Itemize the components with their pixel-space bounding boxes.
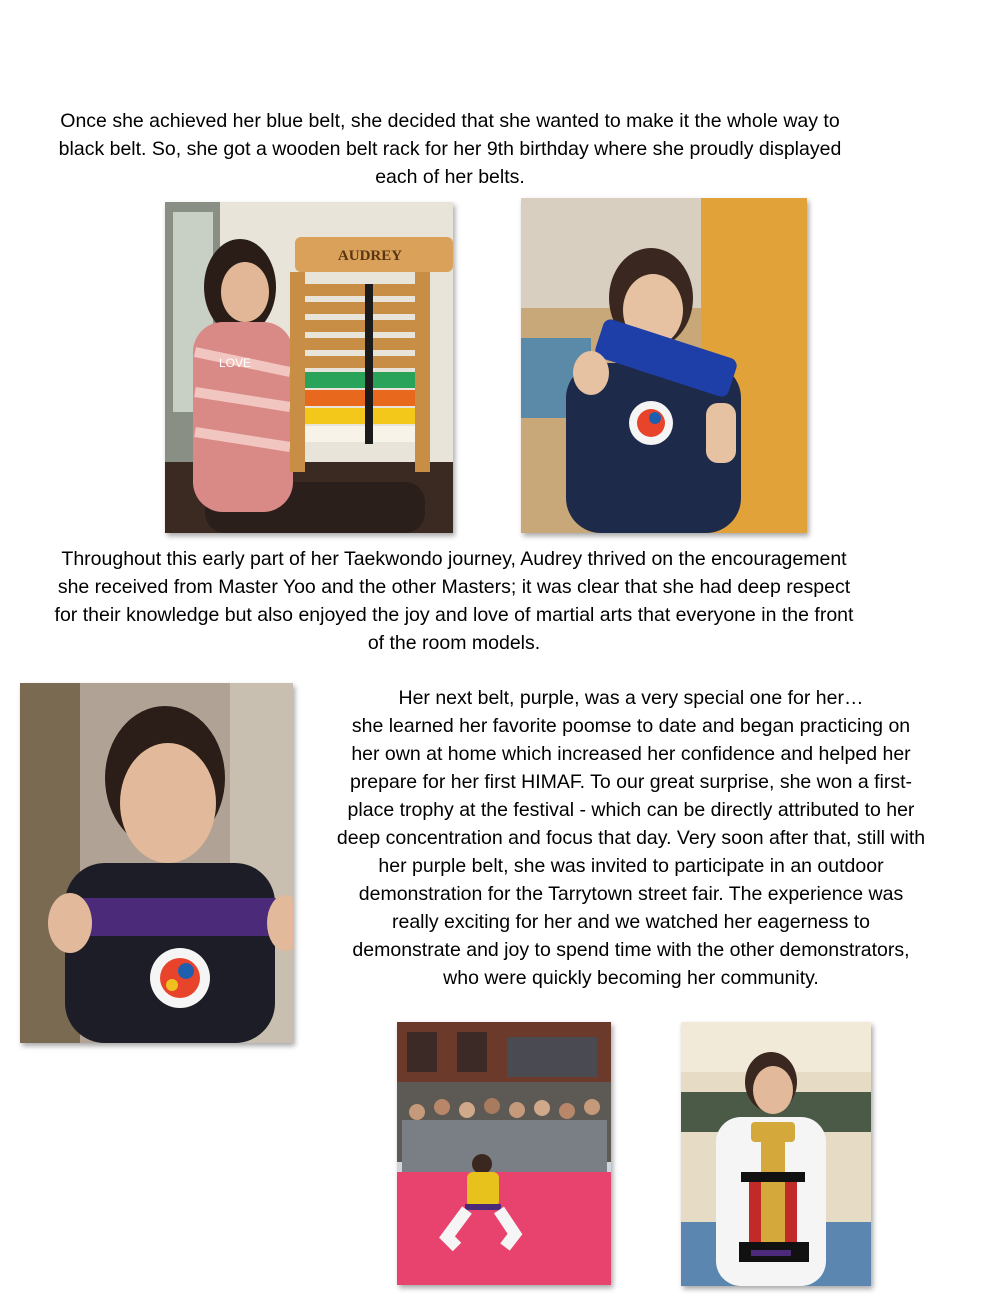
photo-street-fair [397, 1022, 611, 1285]
purple-line: really exciting for her and we watched her eagerness to [391, 911, 871, 933]
purple-paragraph [310, 684, 952, 992]
journey-line: for their knowledge but also enjoyed the joy and love of martial arts that everyone in the front [54, 604, 854, 626]
photo-purple-belt [20, 683, 293, 1043]
blue-belt-illustration [521, 198, 807, 533]
journey-paragraph [20, 545, 888, 657]
purple-line: demonstrate and joy to spend time with the other demonstrators, [352, 939, 910, 961]
trophy-illustration [681, 1022, 871, 1286]
street-fair-illustration [397, 1022, 611, 1285]
rack-name: AUDREY [337, 248, 403, 264]
purple-line: demonstration for the Tarrytown street fair. The experience was [358, 883, 904, 905]
shirt-text: LOVE [218, 356, 252, 370]
purple-line: she learned her favorite poomse to date and began practicing on [351, 715, 911, 737]
purple-line: Her next belt, purple, was a very special one for her… [398, 687, 864, 709]
purple-line: deep concentration and focus that day. Very soon after that, still with [336, 827, 926, 849]
journey-line: Throughout this early part of her Taekwondo journey, Audrey thrived on the encouragement [61, 548, 847, 570]
intro-line: black belt. So, she got a wooden belt rack for her 9th birthday where she proudly displayed [58, 138, 842, 160]
belt-rack-illustration [165, 202, 453, 533]
purple-line: who were quickly becoming her community. [443, 967, 819, 989]
journey-line: of the room models. [367, 632, 541, 654]
purple-line: her own at home which increased her confidence and helped her [351, 743, 911, 765]
purple-line: place trophy at the festival - which can be directly attributed to her [347, 799, 915, 821]
intro-line: Once she achieved her blue belt, she decided that she wanted to make it the whole way to [60, 110, 840, 132]
purple-belt-illustration [20, 683, 293, 1043]
purple-line: her purple belt, she was invited to participate in an outdoor [378, 855, 884, 877]
photo-blue-belt [521, 198, 807, 533]
photo-trophy [681, 1022, 871, 1286]
photo-belt-rack [165, 202, 453, 533]
journey-line: she received from Master Yoo and the other Masters; it was clear that she had deep respect [57, 576, 851, 598]
purple-line: prepare for her first HIMAF. To our great surprise, she won a first- [349, 771, 913, 793]
intro-paragraph [20, 107, 880, 191]
intro-line: each of her belts. [375, 166, 525, 188]
